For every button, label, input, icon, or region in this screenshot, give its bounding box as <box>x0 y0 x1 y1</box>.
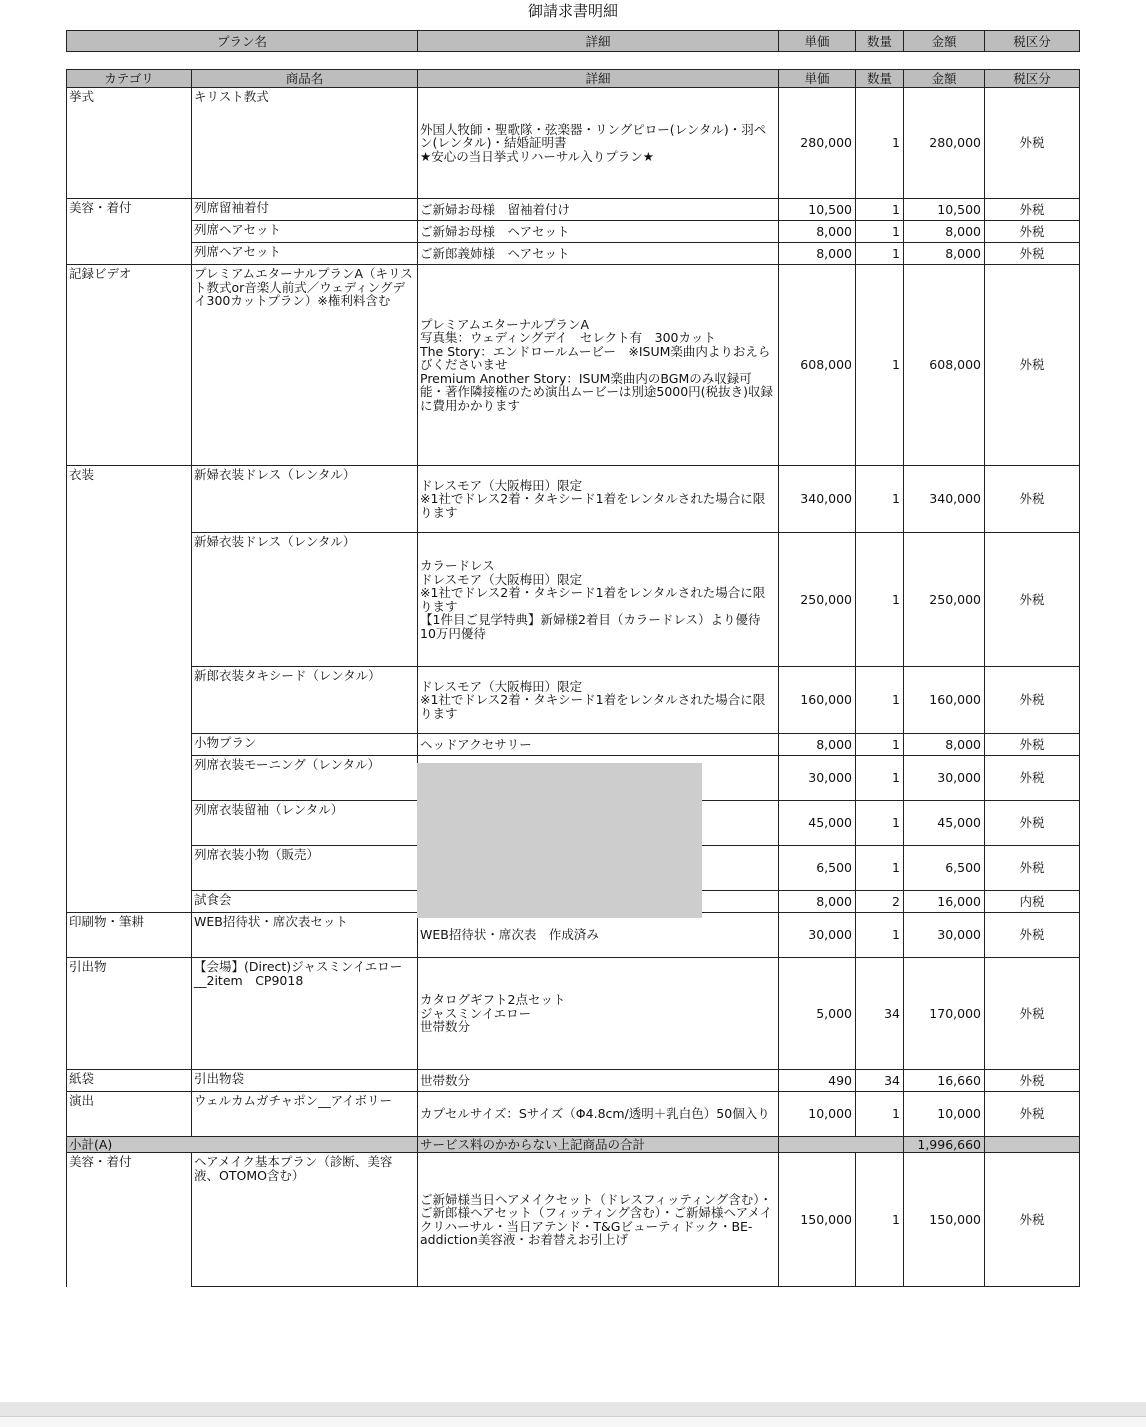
tax-type-cell: 外税 <box>985 667 1080 734</box>
quantity-cell: 1 <box>856 466 904 533</box>
detail-cell: ヘッドアクセサリー <box>418 734 779 756</box>
table-row <box>67 265 1080 466</box>
unit-price-cell: 150,000 <box>779 1153 856 1287</box>
tax-type-cell: 外税 <box>985 1153 1080 1287</box>
table-row <box>67 199 1080 221</box>
detail-cell: ご新婦様当日ヘアメイクセット（ドレスフィッティング含む）・ご新郎様ヘアセット（フィッティング含む）・ご新婦様ヘアメイクリハーサル・当日アテンド・T&Gビューティドック・BE-addiction美容液・お着替えお引上げ <box>418 1153 779 1287</box>
tax-type-cell: 内税 <box>985 891 1080 913</box>
product-name-cell: WEB招待状・席次表セット <box>192 913 418 958</box>
table-row <box>67 913 1080 958</box>
tax-type-cell: 外税 <box>985 88 1080 199</box>
page-title: 御請求書明細 <box>527 2 618 20</box>
category-cell: 記録ビデオ <box>67 265 192 466</box>
amount-cell: 10,000 <box>904 1092 985 1137</box>
subtotal-empty-cell <box>985 1137 1080 1153</box>
table-row <box>67 1153 1080 1287</box>
category-header: カテゴリ <box>67 70 192 88</box>
tax-type-cell: 外税 <box>985 466 1080 533</box>
product-name-cell: 【会場】(Direct)ジャスミンイエロー__2item CP9018 <box>192 958 418 1070</box>
detail-header: 詳細 <box>418 70 779 88</box>
table-row <box>67 1092 1080 1137</box>
amount-cell: 45,000 <box>904 801 985 846</box>
unit-price-cell: 45,000 <box>779 801 856 846</box>
detail-cell: ご新婦お母様 留袖着付け <box>418 199 779 221</box>
amount-cell: 250,000 <box>904 533 985 667</box>
detail-cell: 外国人牧師・聖歌隊・弦楽器・リングピロー(レンタル)・羽ペン(レンタル)・結婚証明書 ★安心の当日挙式リハーサル入りプラン★ <box>418 88 779 199</box>
product-name-cell: プレミアムエターナルプランA（キリスト教式or音楽人前式／ウェディングデイ300カットプラン）※権利料含む <box>192 265 418 466</box>
category-cell: 美容・着付 <box>67 199 192 265</box>
amount-cell: 160,000 <box>904 667 985 734</box>
quantity-cell: 1 <box>856 88 904 199</box>
plan-header-table <box>66 30 1080 52</box>
quantity-cell: 1 <box>856 1153 904 1287</box>
amount-cell: 10,500 <box>904 199 985 221</box>
detail-cell: ご新婦お母様 ヘアセット <box>418 221 779 243</box>
quantity-cell: 1 <box>856 221 904 243</box>
amount-cell: 8,000 <box>904 221 985 243</box>
table-row <box>67 533 1080 667</box>
amount-header: 金額 <box>904 70 985 88</box>
quantity-cell: 1 <box>856 801 904 846</box>
subtotal-description: サービス料のかからない上記商品の合計 <box>418 1137 779 1153</box>
amount-cell: 30,000 <box>904 756 985 801</box>
quantity-header: 数量 <box>856 70 904 88</box>
tax-type-cell: 外税 <box>985 533 1080 667</box>
table-row <box>67 221 1080 243</box>
tax-header: 税区分 <box>985 70 1080 88</box>
amount-cell: 340,000 <box>904 466 985 533</box>
quantity-cell: 1 <box>856 265 904 466</box>
amount-cell: 8,000 <box>904 734 985 756</box>
plan-quantity-header: 数量 <box>856 31 904 52</box>
table-row <box>67 958 1080 1070</box>
product-name-cell: キリスト教式 <box>192 88 418 199</box>
detail-cell: カタログギフト2点セット ジャスミンイエロー 世帯数分 <box>418 958 779 1070</box>
product-name-cell: 列席留袖着付 <box>192 199 418 221</box>
category-cell: 紙袋 <box>67 1070 192 1092</box>
amount-cell: 170,000 <box>904 958 985 1070</box>
product-name-cell: 列席衣装留袖（レンタル） <box>192 801 418 846</box>
plan-tax-header: 税区分 <box>985 31 1080 52</box>
unit-price-cell: 8,000 <box>779 221 856 243</box>
unit-price-cell: 608,000 <box>779 265 856 466</box>
product-name-cell: 新婦衣装ドレス（レンタル） <box>192 533 418 667</box>
product-name-cell: ウェルカムガチャポン__アイボリー <box>192 1092 418 1137</box>
category-cell: 美容・着付 <box>67 1153 192 1287</box>
tax-type-cell: 外税 <box>985 265 1080 466</box>
product-name-cell: 列席衣装モーニング（レンタル） <box>192 756 418 801</box>
product-header: 商品名 <box>192 70 418 88</box>
product-name-cell: ヘアメイク基本プラン（診断、美容液、OTOMO含む） <box>192 1153 418 1287</box>
unit-price-cell: 8,000 <box>779 243 856 265</box>
tax-type-cell: 外税 <box>985 199 1080 221</box>
column-header-row <box>67 70 1080 88</box>
quantity-cell: 1 <box>856 913 904 958</box>
product-name-cell: 引出物袋 <box>192 1070 418 1092</box>
amount-cell: 150,000 <box>904 1153 985 1287</box>
unit-price-header: 単価 <box>779 70 856 88</box>
quantity-cell: 1 <box>856 199 904 221</box>
category-cell: 挙式 <box>67 88 192 199</box>
unit-price-cell: 160,000 <box>779 667 856 734</box>
tax-type-cell: 外税 <box>985 756 1080 801</box>
detail-cell: カラードレス ドレスモア（大阪梅田）限定 ※1社でドレス2着・タキシード1着をレンタルされた場合に限ります 【1件目ご見学特典】新婦様2着目（カラードレス）より優待10万円優待 <box>418 533 779 667</box>
unit-price-cell: 280,000 <box>779 88 856 199</box>
redacted-area <box>417 763 702 918</box>
detail-cell: カプセルサイズ：Sサイズ（Φ4.8cm/透明＋乳白色）50個入り <box>418 1092 779 1137</box>
unit-price-cell: 8,000 <box>779 734 856 756</box>
tax-type-cell: 外税 <box>985 801 1080 846</box>
unit-price-cell: 8,000 <box>779 891 856 913</box>
unit-price-cell: 340,000 <box>779 466 856 533</box>
quantity-cell: 34 <box>856 1070 904 1092</box>
amount-cell: 8,000 <box>904 243 985 265</box>
product-name-cell: 新婦衣装ドレス（レンタル） <box>192 466 418 533</box>
quantity-cell: 1 <box>856 846 904 891</box>
product-name-cell: 列席ヘアセット <box>192 243 418 265</box>
table-row <box>67 734 1080 756</box>
product-name-cell: 列席衣装小物（販売） <box>192 846 418 891</box>
subtotal-amount: 1,996,660 <box>904 1137 985 1153</box>
tax-type-cell: 外税 <box>985 1070 1080 1092</box>
category-cell: 演出 <box>67 1092 192 1137</box>
amount-cell: 608,000 <box>904 265 985 466</box>
tax-type-cell: 外税 <box>985 913 1080 958</box>
tax-type-cell: 外税 <box>985 243 1080 265</box>
amount-cell: 6,500 <box>904 846 985 891</box>
quantity-cell: 1 <box>856 243 904 265</box>
detail-cell: ドレスモア（大阪梅田）限定 ※1社でドレス2着・タキシード1着をレンタルされた場合に限ります <box>418 667 779 734</box>
category-cell: 引出物 <box>67 958 192 1070</box>
amount-cell: 16,000 <box>904 891 985 913</box>
quantity-cell: 1 <box>856 756 904 801</box>
amount-cell: 30,000 <box>904 913 985 958</box>
quantity-cell: 1 <box>856 533 904 667</box>
subtotal-empty-cell <box>779 1137 904 1153</box>
table-row <box>67 88 1080 199</box>
quantity-cell: 1 <box>856 1092 904 1137</box>
table-row <box>67 466 1080 533</box>
table-row <box>67 667 1080 734</box>
product-name-cell: 列席ヘアセット <box>192 221 418 243</box>
plan-amount-header: 金額 <box>904 31 985 52</box>
subtotal-row <box>67 1137 1080 1153</box>
tax-type-cell: 外税 <box>985 958 1080 1070</box>
next-page-edge <box>0 1402 1146 1426</box>
category-cell: 印刷物・筆耕 <box>67 913 192 958</box>
quantity-cell: 34 <box>856 958 904 1070</box>
tax-type-cell: 外税 <box>985 734 1080 756</box>
tax-type-cell: 外税 <box>985 846 1080 891</box>
plan-unit-price-header: 単価 <box>779 31 856 52</box>
product-name-cell: 新郎衣装タキシード（レンタル） <box>192 667 418 734</box>
unit-price-cell: 490 <box>779 1070 856 1092</box>
detail-cell: プレミアムエターナルプランA 写真集：ウェディングデイ セレクト有 300カット The Story：エンドロールムービー ※ISUM楽曲内よりおえらびくださいませ Premium Another Story：ISUM楽曲内のBGMのみ収録可能・著作隣接権のため演出ムービーは別途5000円(税抜き)収録に費用かかります <box>418 265 779 466</box>
subtotal-label: 小計(A) <box>67 1137 418 1153</box>
table-row <box>67 243 1080 265</box>
unit-price-cell: 250,000 <box>779 533 856 667</box>
table-row <box>67 1070 1080 1092</box>
detail-cell: ドレスモア（大阪梅田）限定 ※1社でドレス2着・タキシード1着をレンタルされた場合に限ります <box>418 466 779 533</box>
unit-price-cell: 30,000 <box>779 756 856 801</box>
quantity-cell: 2 <box>856 891 904 913</box>
unit-price-cell: 6,500 <box>779 846 856 891</box>
tax-type-cell: 外税 <box>985 1092 1080 1137</box>
unit-price-cell: 30,000 <box>779 913 856 958</box>
amount-cell: 280,000 <box>904 88 985 199</box>
detail-cell: WEB招待状・席次表 作成済み <box>418 913 779 958</box>
unit-price-cell: 5,000 <box>779 958 856 1070</box>
category-cell: 衣装 <box>67 466 192 913</box>
quantity-cell: 1 <box>856 667 904 734</box>
plan-detail-header: 詳細 <box>418 31 779 52</box>
unit-price-cell: 10,500 <box>779 199 856 221</box>
product-name-cell: 試食会 <box>192 891 418 913</box>
detail-cell: 世帯数分 <box>418 1070 779 1092</box>
invoice-detail-table <box>66 69 1080 1287</box>
amount-cell: 16,660 <box>904 1070 985 1092</box>
unit-price-cell: 10,000 <box>779 1092 856 1137</box>
product-name-cell: 小物プラン <box>192 734 418 756</box>
tax-type-cell: 外税 <box>985 221 1080 243</box>
plan-name-header: プラン名 <box>67 31 418 52</box>
detail-cell: ご新郎義姉様 ヘアセット <box>418 243 779 265</box>
quantity-cell: 1 <box>856 734 904 756</box>
